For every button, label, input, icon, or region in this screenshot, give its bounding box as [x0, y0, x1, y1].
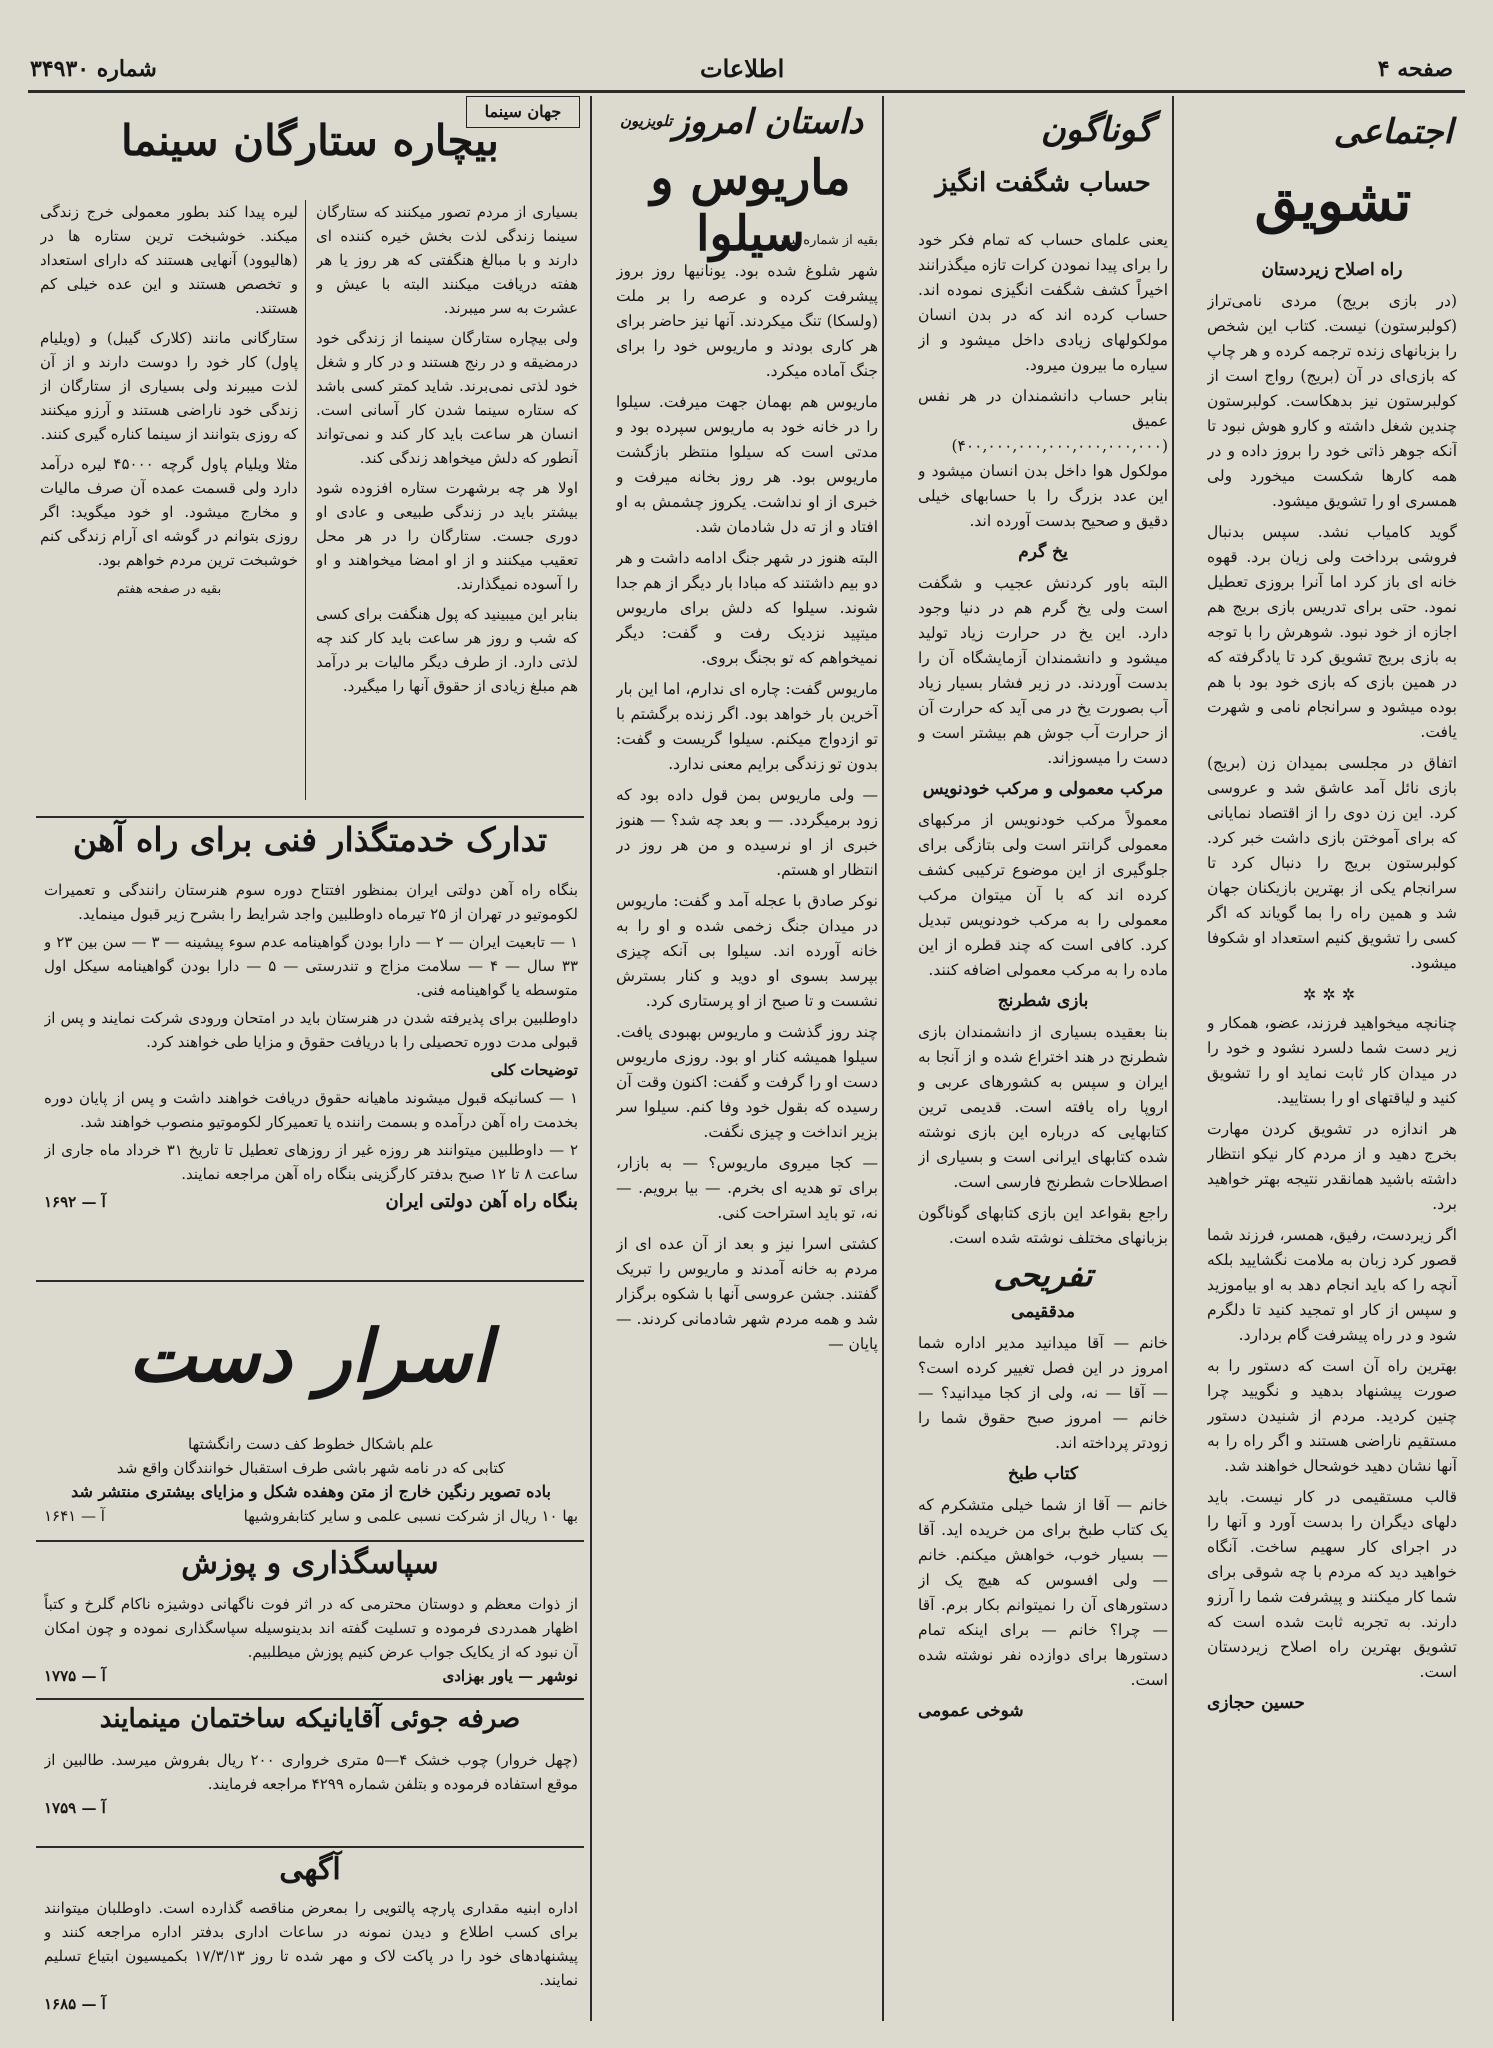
column-divider	[590, 96, 592, 2021]
article-body	[616, 228, 878, 2021]
paragraph: خانم — آقا میدانید مدیر اداره شما امروز در این فصل تغییر کرده است؟ — آقا — نه، ولی از کجا میدانید؟ — خانم — امروز صبح حقوق شما را زودتر پرداخته اند.	[918, 1334, 1168, 1452]
section-rule	[36, 1846, 584, 1848]
cinema-column-left	[40, 200, 298, 810]
notice-title: آگهی	[279, 1852, 341, 1887]
build-ad-body	[44, 1748, 578, 1838]
column-divider	[305, 200, 306, 800]
paragraph: ماریوس هم بهمان جهت میرفت. سیلوا را در خانه خود به ماریوس سپرده بود و مدتی است که سیلوا منتظر بازگشت ماریوس بود. هر روز بخانه میرفت و خبری از او نداشت. یکروز چشمش به او افتاد و از ته دل شادمان شد.	[616, 393, 878, 536]
paragraph: — کجا میروی ماریوس؟ — به بازار، برای تو هدیه ای بخرم. — بیا برویم. — نه، تو باید استراحت کنی.	[616, 1154, 878, 1222]
rail-ad-body	[44, 878, 578, 1278]
paragraph: بنابر حساب دانشمندان در هر نفس عمیق (۴۰۰,۰۰۰,۰۰۰,۰۰۰,۰۰۰,۰۰۰,۰۰۰) مولکول هوا داخل بدن انسان میشود و این عدد بزرگ را با حسابهای خیلی دقیق و صحیح بدست آورده اند.	[918, 387, 1168, 530]
sub-heading: کتاب طبخ	[1008, 1464, 1078, 1484]
paragraph: هر اندازه در تشویق کردن مهارت بخرج دهید و از مردم کار نیکو انتظار داشته باشید همانقدر نتیجه بهتر خواهید برد.	[1207, 1120, 1457, 1213]
paragraph: چنانچه میخواهید فرزند، عضو، همکار و زیر دست شما دلسرد نشود و خود را در میدان کار ثابت نماید او را تشویق کنید و لیاقتهای او را بستایید.	[1207, 1014, 1457, 1107]
cinema-column-right	[316, 200, 578, 810]
sub-heading: بازی شطرنج	[997, 991, 1089, 1011]
section-rule	[36, 1698, 584, 1700]
article-body	[1207, 252, 1457, 2022]
paragraph: نوکر صادق با عجله آمد و گفت: ماریوس در میدان جنگ زخمی شده و او را به خانه آورده اند. سیلوا بی آنکه چیزی بپرسد بسوی او دوید و کنار بسترش نشست و تا صبح از او پرستاری کرد.	[616, 892, 878, 1010]
paragraph: قالب مستقیمی در کار نیست. باید دلهای دیگران را بدست آورد و آنها را در اجرای کار سهیم ساخت. آنگاه خواهید دید که مردم با چه شوقی برای شما کار میکنند و پیشرفت شما را آرزو دارند. به تجربه ثابت شده است که تشویق بهترین راه اصلاح زیردستان است.	[1207, 1488, 1457, 1681]
paragraph: گوید کامیاب نشد. سپس بدنبال فروشی برداخت ولی زیان برد. قهوه خانه ای باز کرد اما آنرا بروزی تعطیل نمود. حتی برای تدریس بازی بریج هم اجازه از خود نبود. شوهرش را با توجه به بازی بریج تشویق کرد تا یادگرفته که در همین بازی که بازی خود بود با هم بوده میشود و سرانجام نامی و شهرت یافت.	[1207, 523, 1457, 741]
section-tag: تلویزیون	[620, 112, 673, 130]
ad-code: آ — ۱۷۷۵	[44, 1667, 106, 1685]
article-title: حساب شگفت انگیز	[935, 168, 1151, 198]
paragraph: ۱ — تابعیت ایران — ۲ — دارا بودن گواهینامه عدم سوء پیشینه — ۳ — سن بین ۲۳ و ۳۳ سال — ۴ — سلامت مزاج و تندرستی — ۵ — دارا بودن گواهینامه سیکل اول متوسطه یا گواهینامه فنی.	[44, 933, 578, 999]
ad-line: باده تصویر رنگین خارج از متن وهفده شکل و مزایای بیشتری منتشر شد	[71, 1482, 551, 1501]
section-rule	[36, 1540, 584, 1542]
section-rule	[36, 816, 584, 818]
ad-code: آ — ۱۶۹۲	[44, 1193, 106, 1211]
separator-stars: ✲✲✲	[1302, 985, 1362, 1004]
ad-code: آ — ۱۶۴۱	[44, 1507, 105, 1525]
sub-heading: توضیحات کلی	[490, 1061, 578, 1079]
cinema-section-tag: جهان سینما	[466, 96, 580, 128]
thanks-body	[44, 1592, 578, 1692]
thanks-signature: نوشهر — یاور بهزادی	[442, 1667, 578, 1685]
section-kicker: اجتماعی	[1333, 112, 1453, 152]
paragraph: بهترین راه آن است که دستور را به صورت پیشنهاد بدهید و نگویید چرا چنین کردید. مردم از شنیدن دستور مستقیم ناراضی هستند و اگر راه را به آنها نشان دهید خوشحال خواهند شد.	[1207, 1357, 1457, 1475]
paragraph: راجع بقواعد این بازی کتابهای گوناگون بزبانهای مختلف نوشته شده است.	[918, 1204, 1168, 1247]
paragraph: (چهل خروار) چوب خشک ۴—۵ متری خرواری ۲۰۰ ریال بفروش میرسد. طالبین از موقع استفاده فرموده و بتلفن شماره ۴۲۹۹ مراجعه فرمایند.	[44, 1751, 578, 1793]
paragraph: ۱ — کسانیکه قبول میشوند ماهیانه حقوق دریافت خواهند داشت و پس از پایان دوره بخدمت راه آهن درآمده و بسمت راننده یا تعمیرکار لکوموتیو منصوب خواهند شد.	[44, 1089, 578, 1131]
ad-line: علم باشکال خطوط کف دست رانگشتها	[188, 1435, 434, 1453]
column-divider	[1172, 96, 1174, 2021]
rail-ad-signature: بنگاه راه آهن دولتی ایران	[385, 1191, 578, 1212]
column-divider	[882, 96, 884, 2021]
sub-heading: مرکب معمولی و مرکب خودنویس	[922, 779, 1164, 799]
article-body	[918, 228, 1168, 2021]
continued-note: بقیه در صفحه هفتم	[116, 582, 222, 597]
section-kicker: داستان امروز	[673, 102, 863, 142]
paragraph: اتفاق در مجلسی بمیدان زن (بریج) بازی نائل آمد عاشق شد و عروسی کرد. این زن دوی را از اقتصاد نمایانی که برای آموختن بازی داشت خبر کرد. کولبرستون بریج را دنبال کرد تا سرانجام یکی از بهترین بازیکنان جهان شد و همین راه را بما گویاند که اگر کسی را تشویق کنیم استعداد او شکوفا میشود.	[1207, 754, 1457, 972]
paragraph: بسیاری از مردم تصور میکنند که ستارگان سینما زندگی لذت بخش خیره کننده ای دارند و با مبالغ هنگفتی که هر روز یا هر هفته دریافت میکنند البته با عیش و عشرت به سر میبرند.	[316, 203, 578, 317]
continued-note: بقیه از شماره پیش	[775, 233, 878, 248]
paragraph: ستارگانی مانند (کلارک گیبل) و (ویلیام پاول) کار خود را دوست دارند و از آن لذت میبرند ولی بسیاری از ستارگان از زندگی خود ناراضی هستند و آرزو میکنند که روزی بتوانند از سینما کناره گیری کنند.	[40, 329, 298, 443]
article-title: تشویق	[1254, 168, 1412, 234]
build-ad-title: صرفه جوئی آقایانیکه ساختمان مینمایند	[99, 1704, 521, 1734]
thanks-title: سپاسگذاری و پوزش	[181, 1546, 439, 1581]
paragraph: اداره ابنیه مقداری پارچه پالتویی را بمعرض مناقصه گذارده است. داوطلبان میتوانند برای کسب اطلاع و دیدن نمونه در ساعات اداری بدفتر اداره مراجعه کنند و پیشنهادهای خود را در پاکت لاک و مهر شده تا روز ۱۷/۳/۱۳ بکمیسیون ابتیاع تسلیم نمایند.	[44, 1899, 578, 1989]
paragraph: ۲ — داوطلبین میتوانند هر روزه غیر از روزهای تعطیل تا تاریخ ۳۱ خرداد ماه جاری از ساعت ۸ تا ۱۲ صبح بدفتر کارگزینی بنگاه راه آهن مراجعه نمایند.	[44, 1141, 578, 1183]
paragraph: (در بازی بریج) مردی نامی‌تراز (کولبرستون) نیست. کتاب این شخص را بزبانهای زنده ترجمه کرده و هر چاپ که بازی‌ای در آن (بریج) رواج است از کولبرستون نیز بدهکاست. کولبرستون چندین شغل داشته و کارو هوش نبود تا آنکه جوهر ذاتی خود را بروز داده و در همه کارها شکست میخورد ولی همسری او را تشویق میشود.	[1207, 292, 1457, 510]
notice-body	[44, 1896, 578, 2016]
ad-code: آ — ۱۷۵۹	[44, 1799, 106, 1817]
ad-line: کتابی که در نامه شهر باشی طرف استقبال خوانندگان واقع شد	[116, 1459, 506, 1477]
paragraph: البته باور کردنش عجیب و شگفت است ولی یخ گرم هم در دنیا وجود دارد. این یخ در حرارت زیاد تولید میشود و دانشمندان آزمایشگاه آن را بدست آوردند. در زیر فشار بسیار زیاد آب بصورت یخ در می آید که حرارت آن از حرارت آب جوش هم بیشتر است و دست را میسوزاند.	[918, 574, 1168, 767]
paragraph: البته هنوز در شهر جنگ ادامه داشت و هر دو بیم داشتند که مبادا بار دیگر از هم جدا شوند. سیلوا که دلش برای ماریوس میتپید نزدیک رفت و گفت: دیگر نمیخواهم که تو بجنگ بروی.	[616, 549, 878, 667]
paragraph: مثلا ویلیام پاول گرچه ۴۵۰۰۰ لیره درآمد دارد ولی قسمت عمده آن صرف مالیات و مخارج میشود. او خود میگوید: اگر روزی بتوانم در گوشه ای آرام زندگی کنم خوشبخت ترین مردم خواهم بود.	[40, 455, 298, 569]
masthead-rule	[28, 90, 1465, 93]
article-subtitle: راه اصلاح زیردستان	[1261, 260, 1403, 280]
paragraph: ماریوس گفت: چاره ای ندارم، اما این بار آخرین بار خواهد بود. اگر زنده برگشتم با تو ازدواج میکنم. سیلوا گریست و گفت: بدون تو زندگی برایم معنی ندارد.	[616, 680, 878, 773]
paragraph: بنا بعقیده بسیاری از دانشمندان بازی شطرنج در هند اختراع شده و از آنجا به ایران و سپس به کشورهای عربی و اروپا راه یافته است. قدیمی ترین کتابهایی که درباره این بازی نوشته شده کتابهای ایرانی است و بسیاری از اصطلاحات شطرنج فارسی است.	[918, 1023, 1168, 1191]
signature: شوخی عمومی	[918, 1701, 1024, 1721]
sub-heading: یخ گرم	[1018, 542, 1068, 562]
section-kicker: گوناگون	[1040, 110, 1153, 150]
paper-name: اطلاعات	[700, 54, 785, 83]
paragraph: بنگاه راه آهن دولتی ایران بمنظور افتتاح دوره سوم هنرستان رانندگی و تعمیرات لکوموتیو در تهران از ۲۵ تیرماه داوطلبین واجد شرایط را بشرح زیر قبول مینماید.	[44, 881, 578, 923]
section-rule	[36, 1280, 584, 1282]
paragraph: — ولی ماریوس بمن قول داده بود که زود برمیگردد. — و بعد چه شد؟ — هنوز خبری از او نرسیده و من هر روز در انتظار او هستم.	[616, 786, 878, 879]
page-number: صفحه ۴	[1377, 56, 1453, 82]
paragraph: اگر زیردست، رفیق، همسر، فرزند شما قصور کرد زبان به ملامت نگشایید بلکه آنچه را که باید انجام دهد به او بیاموزید و سپس از کار او تمجید کنید تا دلگرم شود و در راه پیشرفت گام بردارد.	[1207, 1226, 1457, 1344]
rail-ad-title: تدارک خدمتگذار فنی برای راه آهن	[72, 820, 548, 859]
paragraph: یعنی علمای حساب که تمام فکر خود را برای پیدا نمودن کرات تازه میگذرانند اخیراً کشف شگفت انگیزی نموده اند. حساب کرده اند که در بدن انسان مولکولهای زیادی داخل میشود و از سیاره ما بیرون میرود.	[918, 231, 1168, 374]
sub-heading: مدققیمی	[1011, 1302, 1075, 1322]
article-title: ماریوس و سیلوا	[650, 150, 851, 262]
paragraph: لیره پیدا کند بطور معمولی خرج زندگی میکند. خوشبخت ترین ستاره ها در (هالیوود) آنهایی هستند که دارای استعداد و تخصص هستند و این عده خیلی کم هستند.	[40, 203, 298, 317]
paragraph: داوطلبین برای پذیرفته شدن در هنرستان باید در امتحان ورودی شرکت نمایند و پس از قبولی مدت دوره تحصیلی را با دریافت حقوق و مزایا طی خواهند کرد.	[44, 1009, 578, 1051]
ad-code: آ — ۱۶۸۵	[44, 1995, 106, 2013]
paragraph: کشتی اسرا نیز و بعد از آن عده ای از مردم به خانه آمدند و ماریوس را تبریک گفتند. جشن عروسی آنها با شکوه برگزار شد و همه مردم شهر شادمانی کردند. — پایان —	[616, 1235, 878, 1353]
cinema-title: بیچاره ستارگان سینما	[121, 116, 499, 165]
paragraph: از ذوات معظم و دوستان محترمی که در اثر فوت ناگهانی دوشیزه ناکام گلرخ و کتباً اظهار همدردی فرموده و تسلیت گفته اند بدینوسیله سپاسگذاری نموده و چون امکان آن نبود که از یکایک جواب عرض کنیم پوزش میطلبیم.	[44, 1595, 578, 1661]
paragraph: شهر شلوغ شده بود. یونانیها روز بروز پیشرفت کرده و عرصه را بر ملت (ولسکا) تنگ میکردند. آنها نیز حاضر برای هر کاری بودند و ماریوس خود را برای جنگ آماده میکرد.	[616, 262, 878, 380]
asrar-brand-logo: اسرار دست	[128, 1313, 492, 1398]
paragraph: بنابر این میبینید که پول هنگفت برای کسی که شب و روز هر ساعت باید کار کند چه لذتی دارد. از طرف دیگر مالیات بر درآمد هم مبلغ زیادی از حقوق آنها را میگیرد.	[316, 605, 578, 695]
paragraph: چند روز گذشت و ماریوس بهبودی یافت. سیلوا همیشه کنار او بود. روزی ماریوس دست او را گرفت و گفت: اکنون وقت آن رسیده که بقول خود وفا کنم. سیلوا سر بزیر انداخت و چیزی نگفت.	[616, 1023, 878, 1141]
author-signature: حسین حجازی	[1207, 1693, 1305, 1713]
paragraph: خانم — آقا از شما خیلی متشکرم که یک کتاب طبخ برای من خریده اید. آقا — بسیار خوب، خواهش میکنم. خانم — ولی افسوس که هیچ یک از دستورهای آن را نمیتوانم بکار برم. آقا — چرا؟ خانم — برای اینکه تمام دستورها برای دوازده نفر نوشته شده است.	[918, 1496, 1168, 1689]
paragraph: ولی بیچاره ستارگان سینما از زندگی خود درمضیقه و در رنج هستند و در کار و شغل خود لذتی نمی‌برند. شاید کمتر کسی باشد که ستاره سینما شدن کار آسانی است. انسان هر ساعت باید کار کند و نمی‌تواند آنطور که دلش میخواهد زندگی کند.	[316, 329, 578, 467]
asrar-ad-text	[44, 1432, 578, 1528]
paragraph: اولا هر چه برشهرت ستاره افزوده شود بیشتر باید در زندگی طبیعی و عادی او دوری جست. ستارگان را در هر محل تعقیب میکنند و از او امضا میخواهند و او را آسوده نمیگذارند.	[316, 479, 578, 593]
ad-line: بها ۱۰ ریال از شرکت نسبی علمی و سایر کتابفروشیها	[243, 1507, 578, 1525]
section-heading: تفریحی	[993, 1256, 1093, 1294]
paragraph: معمولاً مرکب خودنویس از مرکبهای معمولی گرانتر است ولی بتازگی برای جلوگیری از این موضوع ترکیبی کشف کرده اند که با آن میتوان مرکب معمولی را به مرکب خودنویس تبدیل کرد. کافی است که چند قطره از این ماده را به مرکب معمولی اضافه کنند.	[918, 811, 1168, 979]
issue-number: شماره ۳۴۹۳۰	[30, 56, 157, 82]
